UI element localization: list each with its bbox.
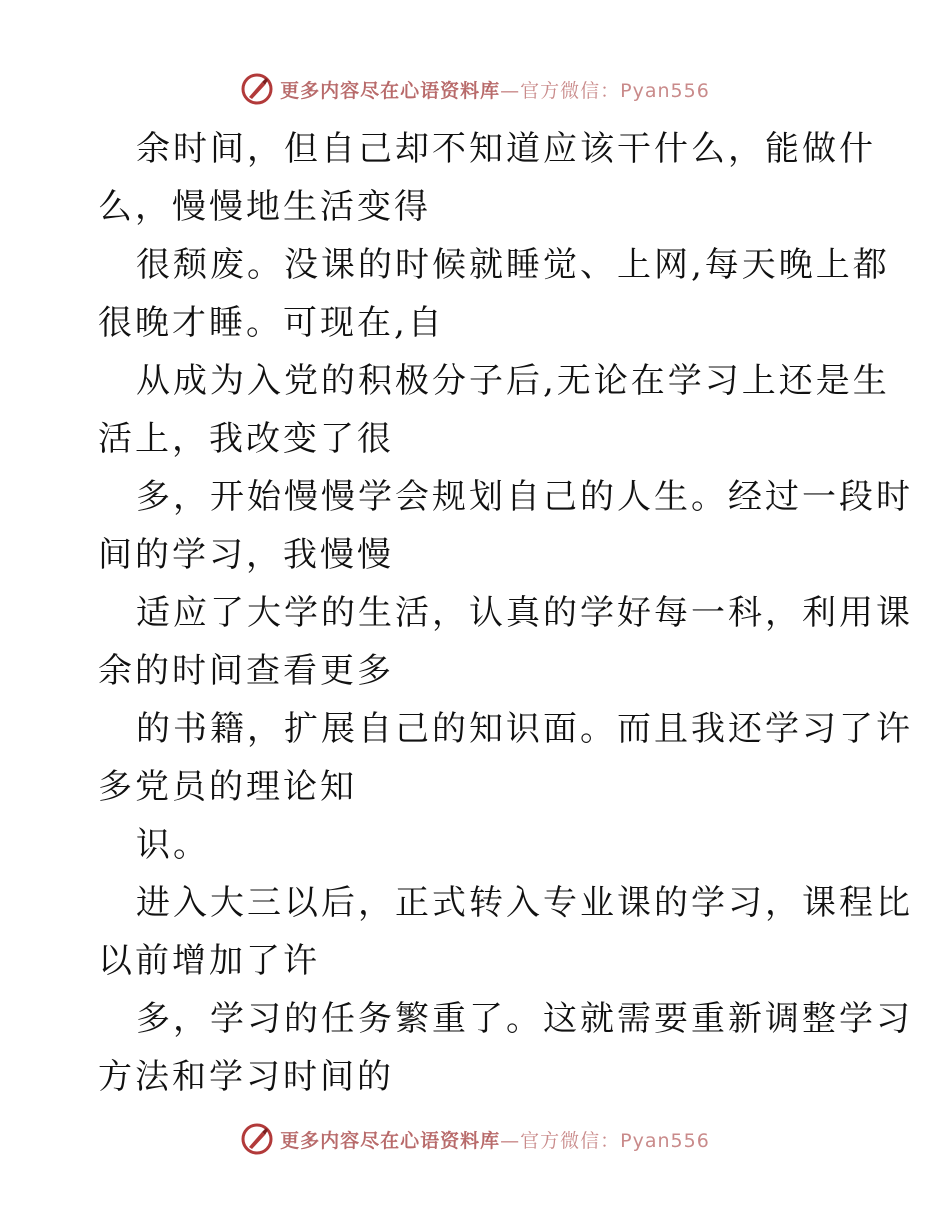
body-line: 多，开始慢慢学会规划自己的人生。经过一段时 [136, 477, 913, 517]
footer-contact-text: 官方微信：Pyan556 [520, 1129, 710, 1152]
body-line: 适应了大学的生活，认真的学好每一科，利用课 [136, 593, 913, 633]
header-contact-text: 官方微信：Pyan556 [520, 79, 710, 102]
footer-dash: — [500, 1129, 521, 1152]
document-body [98, 120, 913, 1106]
body-line: 很晚才睡。可现在,自 [98, 303, 445, 343]
body-line: 余的时间查看更多 [98, 651, 394, 691]
footer-banner-text [280, 1126, 710, 1153]
body-line: 活上，我改变了很 [98, 419, 394, 459]
body-line: 间的学习，我慢慢 [98, 535, 394, 575]
body-line: 进入大三以后，正式转入专业课的学习，课程比 [136, 883, 913, 923]
body-line: 从成为入党的积极分子后,无论在学习上还是生 [136, 361, 890, 401]
body-line: 余时间，但自己却不知道应该干什么，能做什 [136, 129, 876, 169]
body-line: 多，学习的任务繁重了。这就需要重新调整学习 [136, 999, 913, 1039]
header-banner-text [280, 76, 710, 103]
header-dash: — [500, 79, 521, 102]
header-banner [0, 72, 950, 106]
header-site-text: 更多内容尽在心语资料库 [280, 79, 501, 102]
body-line: 么，慢慢地生活变得 [98, 187, 431, 227]
body-line: 方法和学习时间的 [98, 1057, 394, 1097]
pen-circle-logo-icon [240, 72, 274, 106]
body-line: 的书籍，扩展自己的知识面。而且我还学习了许 [136, 709, 913, 749]
body-line: 以前增加了许 [98, 941, 320, 981]
footer-site-text: 更多内容尽在心语资料库 [280, 1129, 501, 1152]
body-line: 识。 [136, 825, 210, 865]
body-line: 多党员的理论知 [98, 767, 357, 807]
pen-circle-logo-icon [240, 1122, 274, 1156]
body-line: 很颓废。没课的时候就睡觉、上网,每天晚上都 [136, 245, 890, 285]
footer-banner [0, 1122, 950, 1156]
